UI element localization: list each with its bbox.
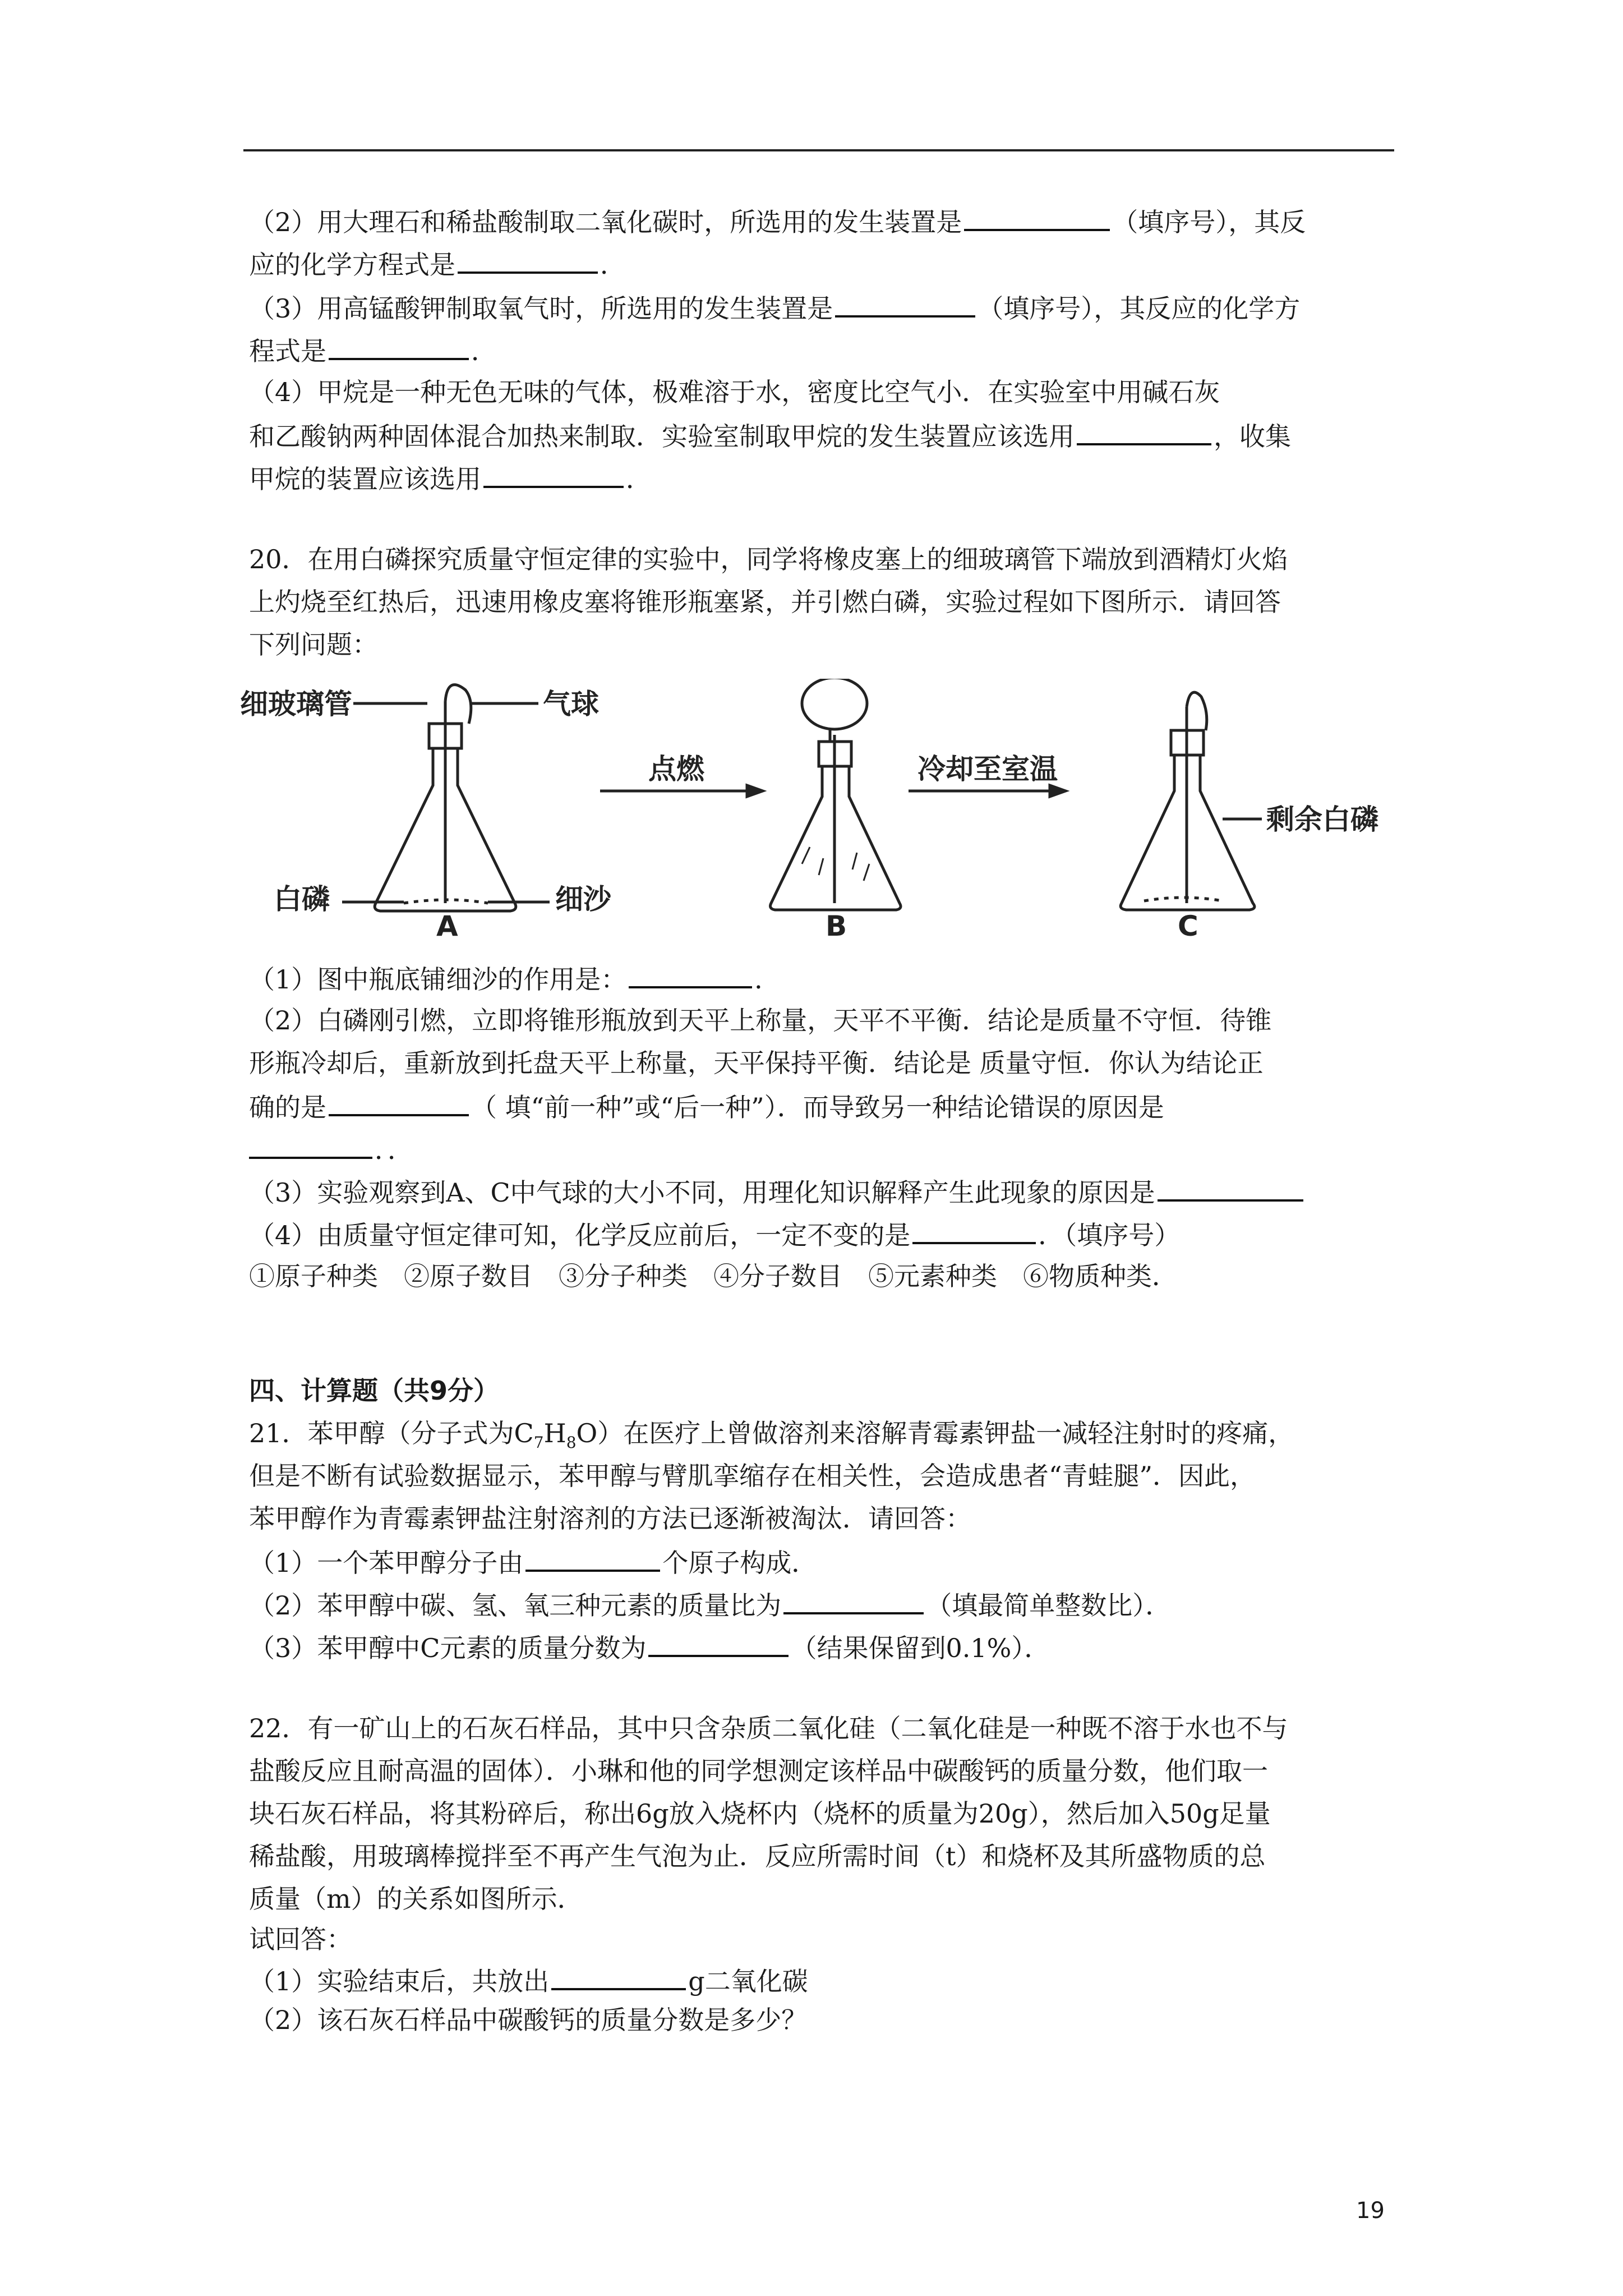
q22-part1: （1）实验结束后，共放出 g二氧化碳 <box>249 1963 808 1998</box>
answer-blank[interactable] <box>551 1963 686 1990</box>
answer-blank[interactable] <box>835 291 975 318</box>
flask-a <box>342 685 550 911</box>
q20-part2-line1: （2）白磷刚引燃，立即将锥形瓶放到天平上称量，天平不平衡．结论是质量不守恒．待锥 <box>249 1005 1272 1036</box>
q22-stem-line1: 22．有一矿山上的石灰石样品，其中只含杂质二氧化硅（二氧化硅是一种既不溶于水也不与 <box>249 1713 1288 1743</box>
answer-blank[interactable] <box>783 1588 924 1614</box>
experiment-figure <box>236 679 1396 937</box>
q22-part2: （2）该石灰石样品中碳酸钙的质量分数是多少？ <box>249 2005 808 2035</box>
answer-blank[interactable] <box>525 1545 660 1572</box>
q22-stem-line2: 盐酸反应且耐高温的固体）．小琳和他的同学想测定该样品中碳酸钙的质量分数，他们取一 <box>249 1756 1268 1786</box>
q22-stem-line3: 块石灰石样品，将其粉碎后，称出6g放入烧杯内（烧杯的质量为20g），然后加入50g足量 <box>249 1798 1271 1829</box>
label-b: B <box>826 910 847 937</box>
answer-blank[interactable] <box>912 1217 1036 1244</box>
label-c: C <box>1178 910 1198 937</box>
q22-stem-line4: 稀盐酸，用玻璃棒搅拌至不再产生气泡为止．反应所需时间（t）和烧杯及其所盛物质的总 <box>249 1841 1266 1871</box>
label-thin-glass-tube: 细玻璃管 <box>240 688 352 720</box>
q22-prompt: 试回答： <box>249 1924 352 1954</box>
q21-part3: （3）苯甲醇中C元素的质量分数为 （结果保留到0.1%）． <box>249 1630 1050 1664</box>
answer-blank[interactable] <box>964 204 1110 231</box>
answer-blank[interactable] <box>648 1630 789 1657</box>
q19-part2-line1: （2）用大理石和稀盐酸制取二氧化碳时，所选用的发生装置是 （填序号），其反 <box>249 204 1306 238</box>
q19-part4-line2: 和乙酸钠两种固体混合加热来制取．实验室制取甲烷的发生装置应该选用 ，收集 <box>249 418 1291 453</box>
q20-part2-line4: ．． <box>249 1132 413 1166</box>
answer-blank[interactable] <box>1077 418 1211 445</box>
flask-b <box>771 679 901 910</box>
section-title-calculation: 四、计算题（共9分） <box>249 1375 500 1406</box>
answer-blank[interactable] <box>329 1089 469 1116</box>
q21-part2: （2）苯甲醇中碳、氢、氧三种元素的质量比为 （填最简单整数比）． <box>249 1588 1171 1622</box>
q21-part1: （1）一个苯甲醇分子由 个原子构成． <box>249 1545 817 1579</box>
flask-c <box>1121 692 1262 910</box>
answer-blank[interactable] <box>483 461 624 488</box>
label-white-phosphorus: 白磷 <box>274 883 330 915</box>
label-balloon: 气球 <box>543 688 599 720</box>
label-cool-to-room-temp: 冷却至室温 <box>917 753 1058 785</box>
q20-part4: （4）由质量守恒定律可知，化学反应前后，一定不变的是 ．（填序号） <box>249 1217 1180 1251</box>
q20-part2-line3: 确的是 （ 填“前一种”或“后一种”）．而导致另一种结论错误的原因是 <box>249 1089 1164 1124</box>
q19-part4-line1: （4）甲烷是一种无色无味的气体，极难溶于水，密度比空气小．在实验室中用碱石灰 <box>249 377 1220 407</box>
q19-part4-line3: 甲烷的装置应该选用 ． <box>249 461 652 495</box>
q19-part2-line2: 应的化学方程式是 ． <box>249 247 626 281</box>
q21-stem-line2: 但是不断有试验数据显示，苯甲醇与臂肌挛缩存在相关性，会造成患者“青蛙腿”．因此， <box>249 1461 1256 1491</box>
q20-part2-line2: 形瓶冷却后，重新放到托盘天平上称量，天平保持平衡．结论是 质量守恒．你认为结论正 <box>249 1048 1264 1078</box>
answer-blank[interactable] <box>458 247 598 274</box>
header-rule <box>243 149 1394 151</box>
answer-blank[interactable] <box>249 1132 372 1159</box>
q19-part3-line1: （3）用高锰酸钾制取氧气时，所选用的发生装置是 （填序号），其反应的化学方 <box>249 291 1300 325</box>
q21-stem-line3: 苯甲醇作为青霉素钾盐注射溶剂的方法已逐渐被淘汰．请回答： <box>249 1503 971 1534</box>
q21-stem-line1: 21．苯甲醇（分子式为$C_7H_8O$）在医疗上曾做溶剂来溶解青霉素钾盐一减轻注射时的疼痛， <box>249 1418 1294 1452</box>
formula-benzyl-alcohol: $C_7H_8O$ <box>514 1418 598 1452</box>
q19-part3-line2: 程式是 ． <box>249 333 497 367</box>
q20-stem-line2: 上灼烧至红热后，迅速用橡皮塞将锥形瓶塞紧，并引燃白磷，实验过程如下图所示．请回答 <box>249 587 1281 617</box>
label-a: A <box>436 910 458 937</box>
page-number: 19 <box>1356 2198 1385 2224</box>
answer-blank[interactable] <box>329 333 469 360</box>
label-remaining-phosphorus: 剩余白磷 <box>1266 803 1378 836</box>
answer-blank[interactable] <box>1158 1175 1303 1202</box>
answer-blank[interactable] <box>629 961 752 988</box>
q20-part3: （3）实验观察到A、C中气球的大小不同，用理化知识解释产生此现象的原因是 <box>249 1175 1306 1209</box>
q22-stem-line5: 质量（m）的关系如图所示． <box>249 1884 583 1914</box>
label-fine-sand: 细沙 <box>555 883 611 915</box>
label-ignite: 点燃 <box>648 753 704 785</box>
q20-part1: （1）图中瓶底铺细沙的作用是： ． <box>249 961 780 996</box>
q20-stem-line3: 下列问题： <box>249 629 378 660</box>
q20-options: ①原子种类 ②原子数目 ③分子种类 ④分子数目 ⑤元素种类 ⑥物质种类． <box>249 1261 1178 1291</box>
q20-stem-line1: 20．在用白磷探究质量守恒定律的实验中，同学将橡皮塞上的细玻璃管下端放到酒精灯火焰 <box>249 544 1288 574</box>
